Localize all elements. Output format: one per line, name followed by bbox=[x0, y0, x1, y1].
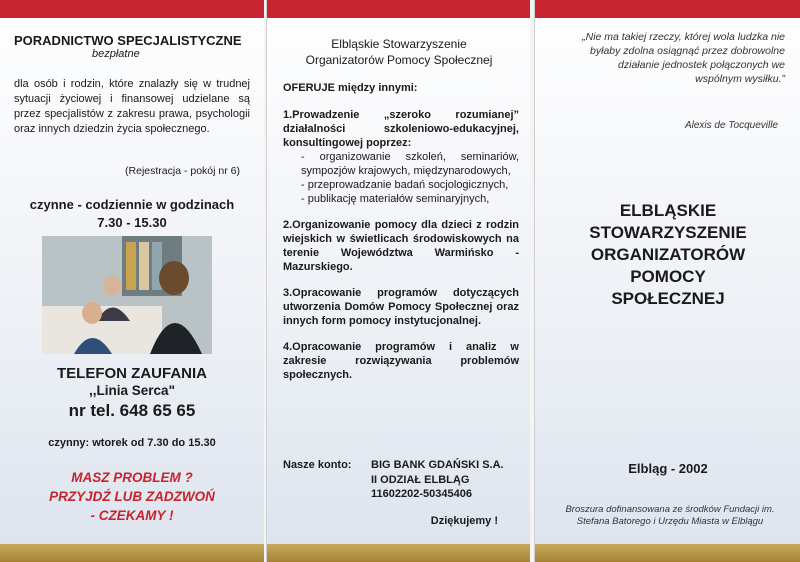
counseling-subtitle: bezpłatne bbox=[92, 48, 140, 60]
top-red-band bbox=[0, 0, 264, 18]
offer-item-lead: 2.Organizowanie pomocy dla dzieci z rodzin wiejskich w świetlicach środowiskowych na terenie Województwa Warmińsko - Mazurskiego. bbox=[283, 219, 519, 273]
offer-sub-item: - organizowanie szkoleń, seminariów, sympozjów krajowych, międzynarodowych, bbox=[301, 151, 519, 177]
call-to-action bbox=[0, 468, 264, 525]
cta-line1: MASZ PROBLEM ? bbox=[71, 470, 193, 485]
top-red-band bbox=[267, 0, 530, 18]
bottom-gold-band bbox=[535, 544, 800, 562]
phone-hours: czynny: wtorek od 7.30 do 15.30 bbox=[48, 437, 216, 449]
phone-line-name: ,,Linia Serca" bbox=[89, 383, 175, 398]
panel-counseling bbox=[0, 0, 264, 562]
bank-branch: II ODZIAŁ ELBLĄG bbox=[371, 473, 470, 486]
cover-title-line4: POMOCY bbox=[630, 267, 706, 286]
bottom-gold-band bbox=[267, 544, 530, 562]
offer-item bbox=[283, 108, 519, 206]
offer-item-lead: 1.Prowadzenie „szeroko rozumianej” działalności szkoleniowo-edukacyjnej, konsultingowej poprzez: bbox=[283, 109, 519, 149]
panel-cover bbox=[534, 0, 800, 562]
top-red-band bbox=[535, 0, 800, 18]
cover-title-line3: ORGANIZATORÓW bbox=[590, 245, 746, 264]
phone-number: nr tel. 648 65 65 bbox=[68, 401, 196, 420]
registration-note: (Rejestracja - pokój nr 6) bbox=[125, 165, 240, 177]
phone-heading: TELEFON ZAUFANIA bbox=[57, 365, 207, 382]
opening-hours bbox=[14, 196, 250, 232]
counseling-description: dla osób i rodzin, które znalazły się w trudnej sytuacji życiowej i finansowej udzielane są przez specjalistów z zakresu prawa, psychologii oraz innych dziedzin życia społecznego. bbox=[14, 78, 250, 135]
offer-item bbox=[283, 218, 519, 274]
bank-name: BIG BANK GDAŃSKI S.A. bbox=[371, 459, 504, 471]
bank-label: Nasze konto: bbox=[283, 459, 352, 471]
counseling-photo-illustration bbox=[42, 236, 212, 354]
offer-sub-item: - publikację materiałów seminaryjnych, bbox=[301, 193, 490, 205]
offer-item-lead: 4.Opracowanie programów i analiz w zakresie rozwiązywania problemów społecznych. bbox=[283, 341, 519, 381]
offer-item-lead: 3.Opracowanie programów dotyczących utworzenia Domów Pomocy Społecznej oraz innych form pomocy instytucjonalnej. bbox=[283, 287, 519, 327]
association-heading-line1: Elbląskie Stowarzyszenie bbox=[331, 37, 467, 51]
offers-heading: OFERUJE między innymi: bbox=[283, 82, 418, 94]
cta-line2: PRZYJDŹ LUB ZADZWOŃ bbox=[49, 489, 215, 504]
bank-account-block bbox=[283, 458, 519, 502]
opening-hours-line2: 7.30 - 15.30 bbox=[97, 215, 167, 230]
opening-hours-line1: czynne - codziennie w godzinach bbox=[29, 197, 235, 212]
publication-date: Elbląg - 2002 bbox=[628, 461, 708, 476]
quote-text: „Nie ma takiej rzeczy, której wola ludzka nie byłaby zdolna osiągnąć przez dobrowolne działanie jednostek połączonych we wspólnym wysiłku.” bbox=[582, 31, 785, 85]
cover-title-line5: SPOŁECZNEJ bbox=[611, 289, 725, 308]
counseling-title: PORADNICTWO SPECJALISTYCZNE bbox=[14, 33, 242, 48]
cover-title-line1: ELBLĄSKIE bbox=[619, 201, 717, 220]
offer-item bbox=[283, 286, 519, 328]
offer-item bbox=[283, 340, 519, 382]
thanks-text: Dziękujemy ! bbox=[430, 515, 498, 527]
offer-list bbox=[283, 108, 519, 394]
association-heading-line2: Organizatorów Pomocy Społecznej bbox=[305, 53, 493, 67]
cta-line3: - CZEKAMY ! bbox=[90, 508, 174, 523]
quote-author: Alexis de Tocqueville bbox=[684, 120, 778, 131]
counseling-photo bbox=[42, 236, 212, 354]
bottom-gold-band bbox=[0, 544, 264, 562]
panel-offer bbox=[266, 0, 530, 562]
offer-sub-item: - przeprowadzanie badań socjologicznych, bbox=[301, 179, 509, 191]
association-heading bbox=[267, 36, 530, 68]
funding-note: Broszura dofinansowana ze środków Fundacji im. Stefana Batorego i Urzędu Miasta w Elblągu bbox=[565, 504, 775, 527]
bank-account-number: 11602202-50345406 bbox=[371, 488, 472, 500]
cover-title-line2: STOWARZYSZENIE bbox=[589, 223, 747, 242]
cover-title bbox=[535, 200, 800, 310]
